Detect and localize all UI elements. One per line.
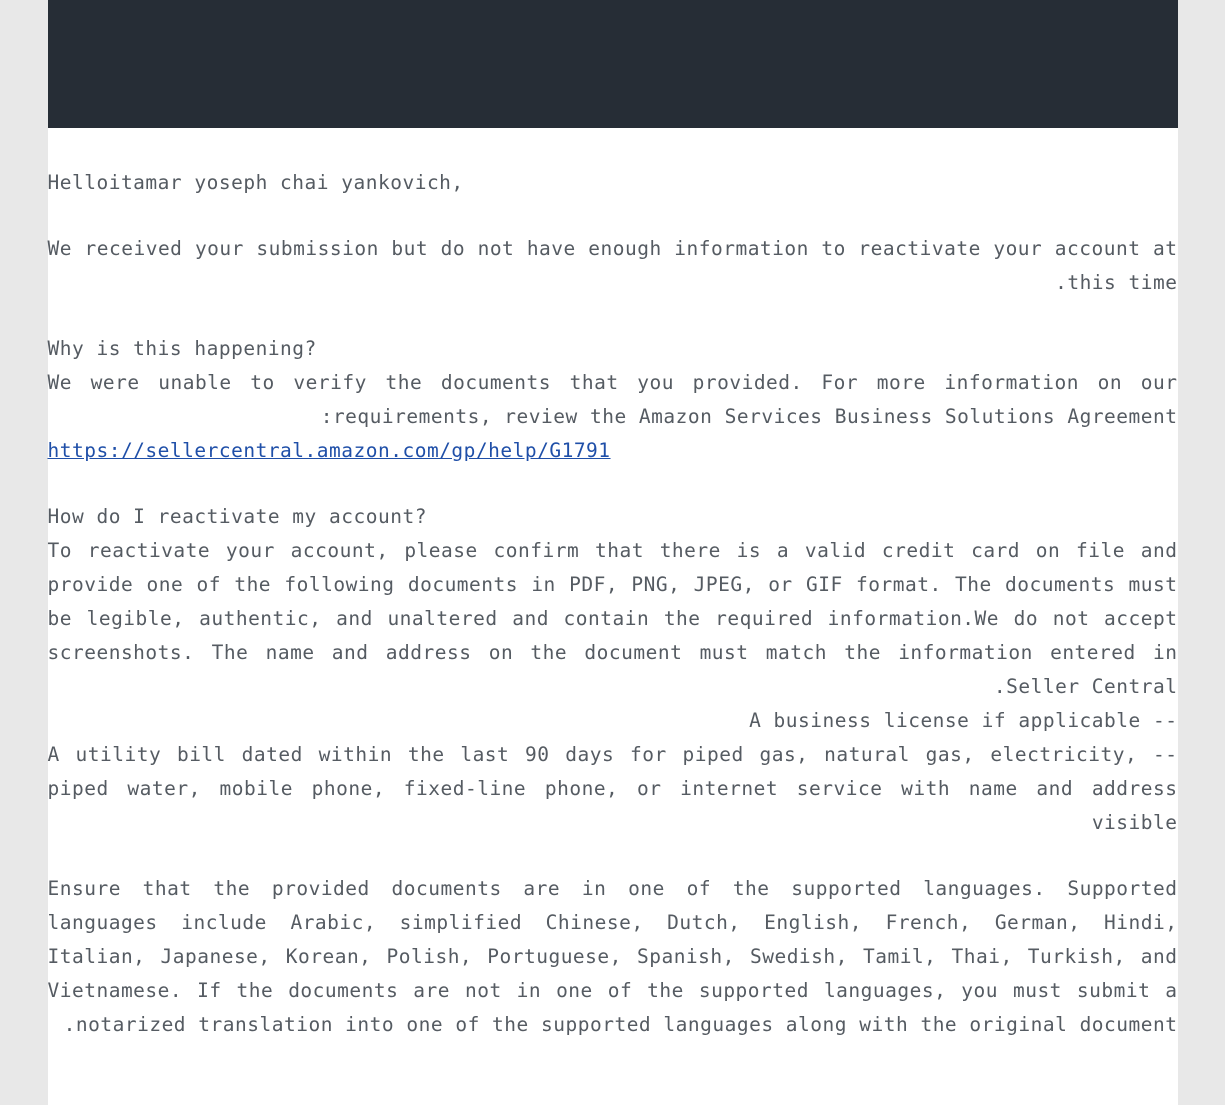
- question-why-happening: ?Why is this happening: [47, 337, 317, 360]
- question-how-reactivate: ?How do I reactivate my account: [47, 505, 427, 528]
- answer-how-reactivate: To reactivate your account, please confirm that there is a valid credit card on file and provide one of the following documents in PDF, PNG, JPEG, or GIF format. The documents must be legible, authentic, and unaltered and contain the required information.We do not accept screenshots. The name and address on the document must match the information entered in Seller Central.: [47, 539, 1178, 698]
- spacer: [48, 300, 1178, 332]
- requirement-item: -- A utility bill dated within the last 90 days for piped gas, natural gas, electricity, piped water, mobile phone, fixed-line phone, or internet service with name and address visible: [47, 743, 1178, 834]
- header-banner: [48, 0, 1178, 128]
- answer-why-happening: We were unable to verify the documents that you provided. For more information on our requirements, review the Amazon Services Business Solutions Agreement:: [47, 371, 1178, 428]
- agreement-link-row: [48, 434, 1178, 468]
- document-page: [48, 0, 1178, 1105]
- supported-languages-note: Ensure that the provided documents are in one of the supported languages. Supported languages include Arabic, simplified Chinese, Dutch, English, French, German, Hindi, Italian, Japanese, Korean, Polish, Portuguese, Spanish, Swedish, Tamil, Thai, Turkish, and Vietnamese. If the documents are not in one of the supported languages, you must submit a notarized translation into one of the supported languages along with the original document.: [47, 877, 1178, 1036]
- greeting-line: ,Helloitamar yoseph chai yankovich: [47, 171, 464, 194]
- intro-paragraph: We received your submission but do not have enough information to reactivate your account at this time.: [47, 237, 1178, 294]
- spacer: [48, 840, 1178, 872]
- requirement-item: -- A business license if applicable: [749, 709, 1178, 732]
- seller-central-help-link[interactable]: https://sellercentral.amazon.com/gp/help/G1791: [47, 439, 611, 462]
- spacer: [48, 200, 1178, 232]
- message-body: [48, 166, 1178, 1042]
- spacer: [48, 468, 1178, 500]
